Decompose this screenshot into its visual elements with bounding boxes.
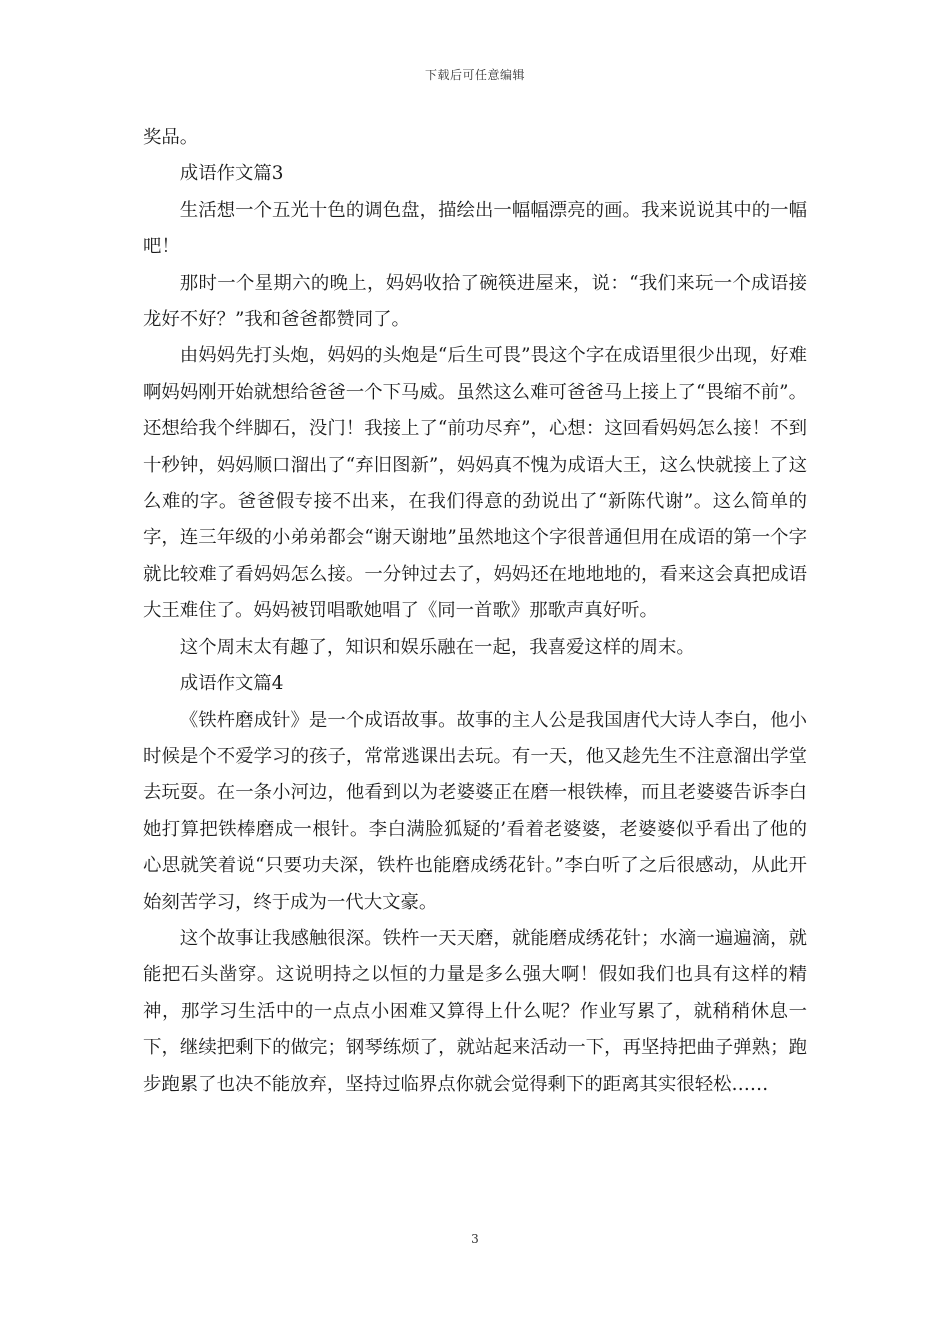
page-header: 下载后可任意编辑 (424, 68, 525, 82)
paragraph-3: 生活想一个五光十色的调色盘，描绘出一幅幅漂亮的画。我来说说其中的一幅吧！ (143, 199, 807, 258)
paragraph-1: 奖品。 (143, 127, 199, 148)
page-number: 3 (471, 1232, 479, 1246)
paragraph-8: 《铁杵磨成针》是一个成语故事。故事的主人公是我国唐代大诗人李白，他小时候是个不爱学习的孩子，常常逃课出去玩。有一天，他又趁先生不注意溜出学堂去玩耍。在一条小河边，他看到以为老婆婆正在磨一根铁棒，而且老婆婆告诉李白她打算把铁棒磨成一根针。李白满脸狐疑的’看着老婆婆，老婆婆似乎看出了他的心思就笑着说“只要功夫深，铁杵也能磨成绣花针。”李白听了之后很感动，从此开始刻苦学习，终于成为一代大文豪。 (143, 709, 807, 913)
paragraph-5: 由妈妈先打头炮，妈妈的头炮是“后生可畏”畏这个字在成语里很少出现，好难啊妈妈刚开始就想给爸爸一个下马威。虽然这么难可爸爸马上接上了“畏缩不前”。还想给我个绊脚石，没门！我接上了“前功尽弃”，心想：这回看妈妈怎么接！不到十秒钟，妈妈顺口溜出了“弃旧图新”，妈妈真不愧为成语大王，这么快就接上了这么难的字。爸爸假专接不出来，在我们得意的劲说出了“新陈代谢”。这么简单的字，连三年级的小弟弟都会“谢天谢地”虽然地这个字很普通但用在成语的第一个字就比较难了看妈妈怎么接。一分钟过去了，妈妈还在地地地的，看来这会真把成语大王难住了。妈妈被罚唱歌她唱了《同一首歌》那歌声真好听。 (143, 345, 807, 622)
section-heading-4: 成语作文篇4 (179, 673, 284, 695)
paragraph-9: 这个故事让我感触很深。铁杵一天天磨，就能磨成绣花针；水滴一遍遍滴，就能把石头凿穿。这说明持之以恒的力量是多么强大啊！假如我们也具有这样的精神，那学习生活中的一点点小困难又算得上什么呢？作业写累了，就稍稍休息一下，继续把剩下的做完；钢琴练烦了，就站起来活动一下，再坚持把曲子弹熟；跑步跑累了也决不能放弃，坚持过临界点你就会觉得剩下的距离其实很轻松…… (143, 927, 807, 1095)
paragraph-6: 这个周末太有趣了，知识和娱乐融在一起，我喜爱这样的周末。 (179, 636, 695, 658)
section-heading-3: 成语作文篇3 (179, 163, 284, 185)
document-body (143, 120, 807, 1103)
paragraph-4: 那时一个星期六的晚上，妈妈收拾了碗筷进屋来，说：“我们来玩一个成语接龙好不好？”我和爸爸都赞同了。 (143, 272, 807, 331)
